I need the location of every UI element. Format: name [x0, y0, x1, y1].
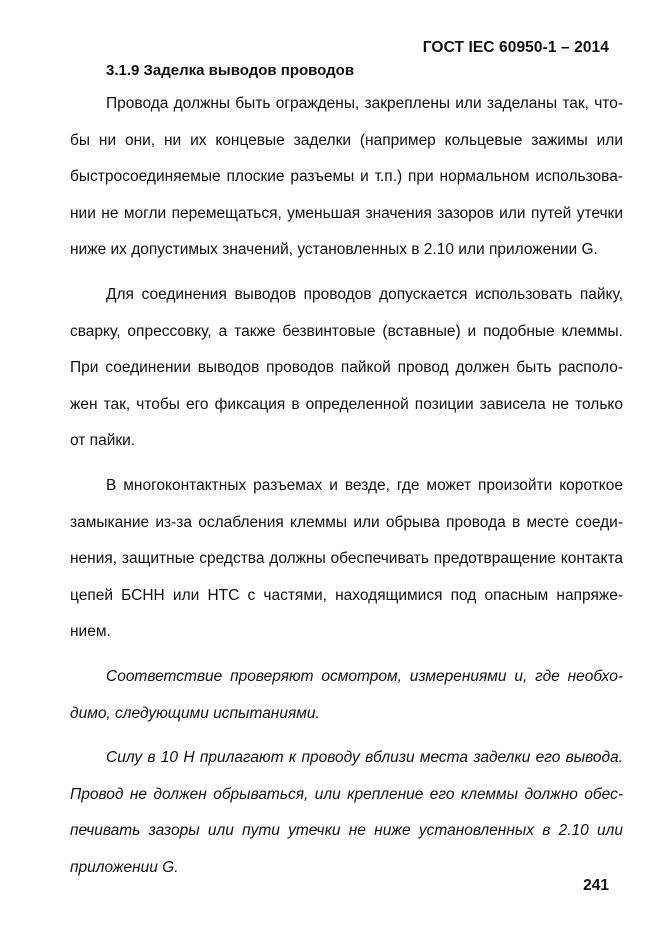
paragraph-3: В многоконтактных разъемах и везде, где может произойти короткое замыкание из-за ослабления клеммы или обрыва провода в месте соединения, защитные средства должны обеспечивать предотвращение контакта цепей БСНН или НТС с частями, находящимися под опасным напряжением.: [70, 476, 623, 641]
page-number: 241: [583, 877, 609, 894]
paragraph-5-test: Силу в 10 Н прилагают к проводу вблизи места заделки его вывода. Провод не должен обрываться, или крепление его клеммы должно обеспечивать зазоры или пути утечки не ниже установленных в 2.10 или приложении G.: [70, 749, 623, 876]
paragraph-1: Провода должны быть ограждены, закреплены или заделаны так, чтобы ни они, ни их концевые заделки (например кольцевые зажимы или быстросоединяемые плоские разъемы и т.п.) при нормальном использовании не могли перемещаться, уменьшая значения зазоров или путей утечки ниже их допустимых значений, установленных в 2.10 или приложении G.: [70, 95, 623, 259]
body-text: [70, 86, 623, 894]
document-header: ГОСТ IEC 60950-1 – 2014: [422, 39, 609, 56]
section-heading: 3.1.9 Заделка выводов проводов: [106, 62, 355, 79]
paragraph-4-compliance: Соответствие проверяют осмотром, измерениями и, где необходимо, следующими испытаниями.: [70, 667, 623, 722]
paragraph-2: Для соединения выводов проводов допускается использовать пайку, сварку, опрессовку, а также безвинтовые (вставные) и подобные клеммы. При соединении выводов проводов пайкой провод должен быть расположен так, чтобы его фиксация в определенной позиции зависела не только от пайки.: [70, 285, 623, 450]
